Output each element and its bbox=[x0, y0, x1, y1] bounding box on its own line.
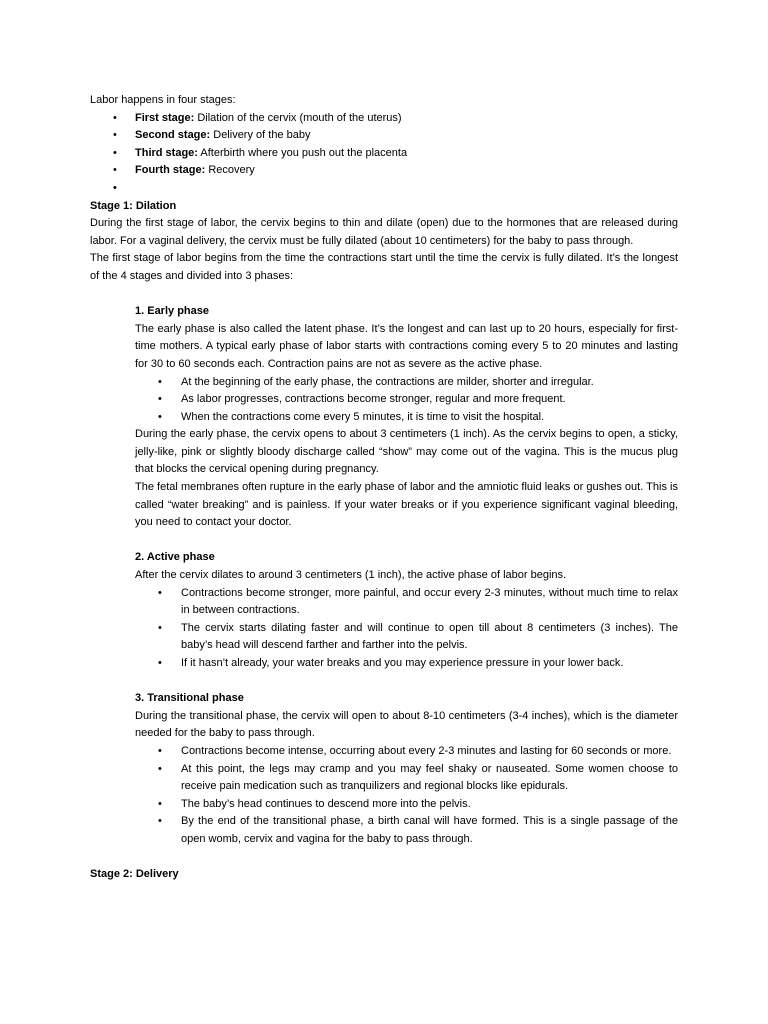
early-phase-list bbox=[135, 374, 678, 427]
bullet-icon: • bbox=[113, 129, 117, 142]
list-item: • Contractions become stronger, more painful, and occur every 2-3 minutes, without much time to relax in between contractions. bbox=[158, 586, 678, 617]
bullet-icon: • bbox=[158, 586, 162, 599]
list-item: • Fourth stage: Recovery bbox=[90, 162, 678, 180]
bullet-icon: • bbox=[158, 410, 162, 423]
bullet-icon: • bbox=[158, 744, 162, 757]
active-phase-paragraph: After the cervix dilates to around 3 centimeters (1 inch), the active phase of labor begins. bbox=[135, 569, 567, 582]
bullet-icon: • bbox=[158, 375, 162, 388]
list-item: • When the contractions come every 5 minutes, it is time to visit the hospital. bbox=[135, 409, 678, 427]
early-phase-paragraph: During the early phase, the cervix opens to about 3 centimeters (1 inch). As the cervix begins to open, a sticky, jelly-like, pink or slightly bloody discharge called “show” may come out of the vagina. This is the mucus plug that blocks the cervical opening during pregnancy. bbox=[135, 428, 678, 476]
bullet-icon: • bbox=[113, 111, 117, 124]
list-item: • At the beginning of the early phase, the contractions are milder, shorter and irregular. bbox=[135, 374, 678, 392]
bullet-icon: • bbox=[158, 797, 162, 810]
stage1-paragraph: During the first stage of labor, the cervix begins to thin and dilate (open) due to the hormones that are released during labor. For a vaginal delivery, the cervix must be fully dilated (about 10 centimeters) for the baby to pass through. bbox=[90, 217, 678, 247]
early-phase-section bbox=[135, 303, 678, 848]
intro-text: Labor happens in four stages: bbox=[90, 94, 236, 106]
bullet-icon: • bbox=[113, 146, 117, 159]
stage2-heading: Stage 2: Delivery bbox=[90, 868, 179, 881]
list-item-empty bbox=[90, 180, 678, 198]
active-phase-heading: 2. Active phase bbox=[135, 551, 215, 564]
early-phase-paragraph: The early phase is also called the latent phase. It’s the longest and can last up to 20 hours, especially for first-time mothers. A typical early phase of labor starts with contractions coming every 5 to 20 minutes and lasting for 30 to 60 seconds each. Contraction pains are not as severe as the active phase. bbox=[135, 322, 678, 370]
list-item: • The cervix starts dilating faster and will continue to open till about 8 centimeters (3 inches). The baby’s head will descend farther and farther into the pelvis. bbox=[158, 621, 678, 652]
list-item: • Third stage: Afterbirth where you push out the placenta bbox=[90, 145, 678, 163]
bullet-icon: • bbox=[113, 164, 117, 177]
spacer bbox=[135, 673, 678, 691]
spacer bbox=[135, 532, 678, 550]
transitional-phase-paragraph: During the transitional phase, the cervix will open to about 8-10 centimeters (3-4 inches), which is the diameter needed for the baby to pass through. bbox=[135, 709, 678, 740]
bullet-icon: • bbox=[113, 181, 117, 194]
list-item: • First stage: Dilation of the cervix (mouth of the uterus) bbox=[90, 110, 678, 128]
stage1-paragraph: The first stage of labor begins from the time the contractions start until the time the cervix is fully dilated. It’s the longest of the 4 stages and divided into 3 phases: bbox=[90, 252, 678, 282]
early-phase-heading: 1. Early phase bbox=[135, 305, 209, 318]
list-item: • Second stage: Delivery of the baby bbox=[90, 127, 678, 145]
spacer bbox=[90, 849, 678, 867]
list-item: • Contractions become intense, occurring about every 2-3 minutes and lasting for 60 seconds or more. bbox=[135, 743, 678, 761]
list-item: • As labor progresses, contractions become stronger, regular and more frequent. bbox=[135, 391, 678, 409]
bullet-icon: • bbox=[158, 815, 162, 828]
list-item: • At this point, the legs may cramp and you may feel shaky or nauseated. Some women choose to receive pain medication such as tranquilizers and regional blocks like epidurals. bbox=[158, 762, 678, 793]
transitional-phase-heading: 3. Transitional phase bbox=[135, 692, 244, 705]
early-phase-paragraph: The fetal membranes often rupture in the early phase of labor and the amniotic fluid leaks or gushes out. This is called “water breaking” and is painless. If your water breaks or if you experience significant vaginal bleeding, you need to contact your doctor. bbox=[135, 481, 678, 529]
stage1-heading: Stage 1: Dilation bbox=[90, 199, 177, 212]
list-item: • The baby’s head continues to descend more into the pelvis. bbox=[135, 796, 678, 814]
bullet-icon: • bbox=[158, 621, 162, 634]
stages-list bbox=[90, 110, 678, 198]
bullet-icon: • bbox=[158, 657, 162, 669]
active-phase-list bbox=[135, 585, 678, 673]
list-item: • By the end of the transitional phase, a birth canal will have formed. This is a single passage of the open womb, cervix and vagina for the baby to pass through. bbox=[158, 815, 678, 845]
list-item: • If it hasn’t already, your water breaks and you may experience pressure in your lower back. bbox=[135, 655, 678, 673]
transitional-phase-list bbox=[135, 743, 678, 849]
spacer bbox=[90, 286, 678, 304]
bullet-icon: • bbox=[158, 762, 162, 775]
document-page bbox=[90, 92, 678, 884]
bullet-icon: • bbox=[158, 393, 162, 406]
